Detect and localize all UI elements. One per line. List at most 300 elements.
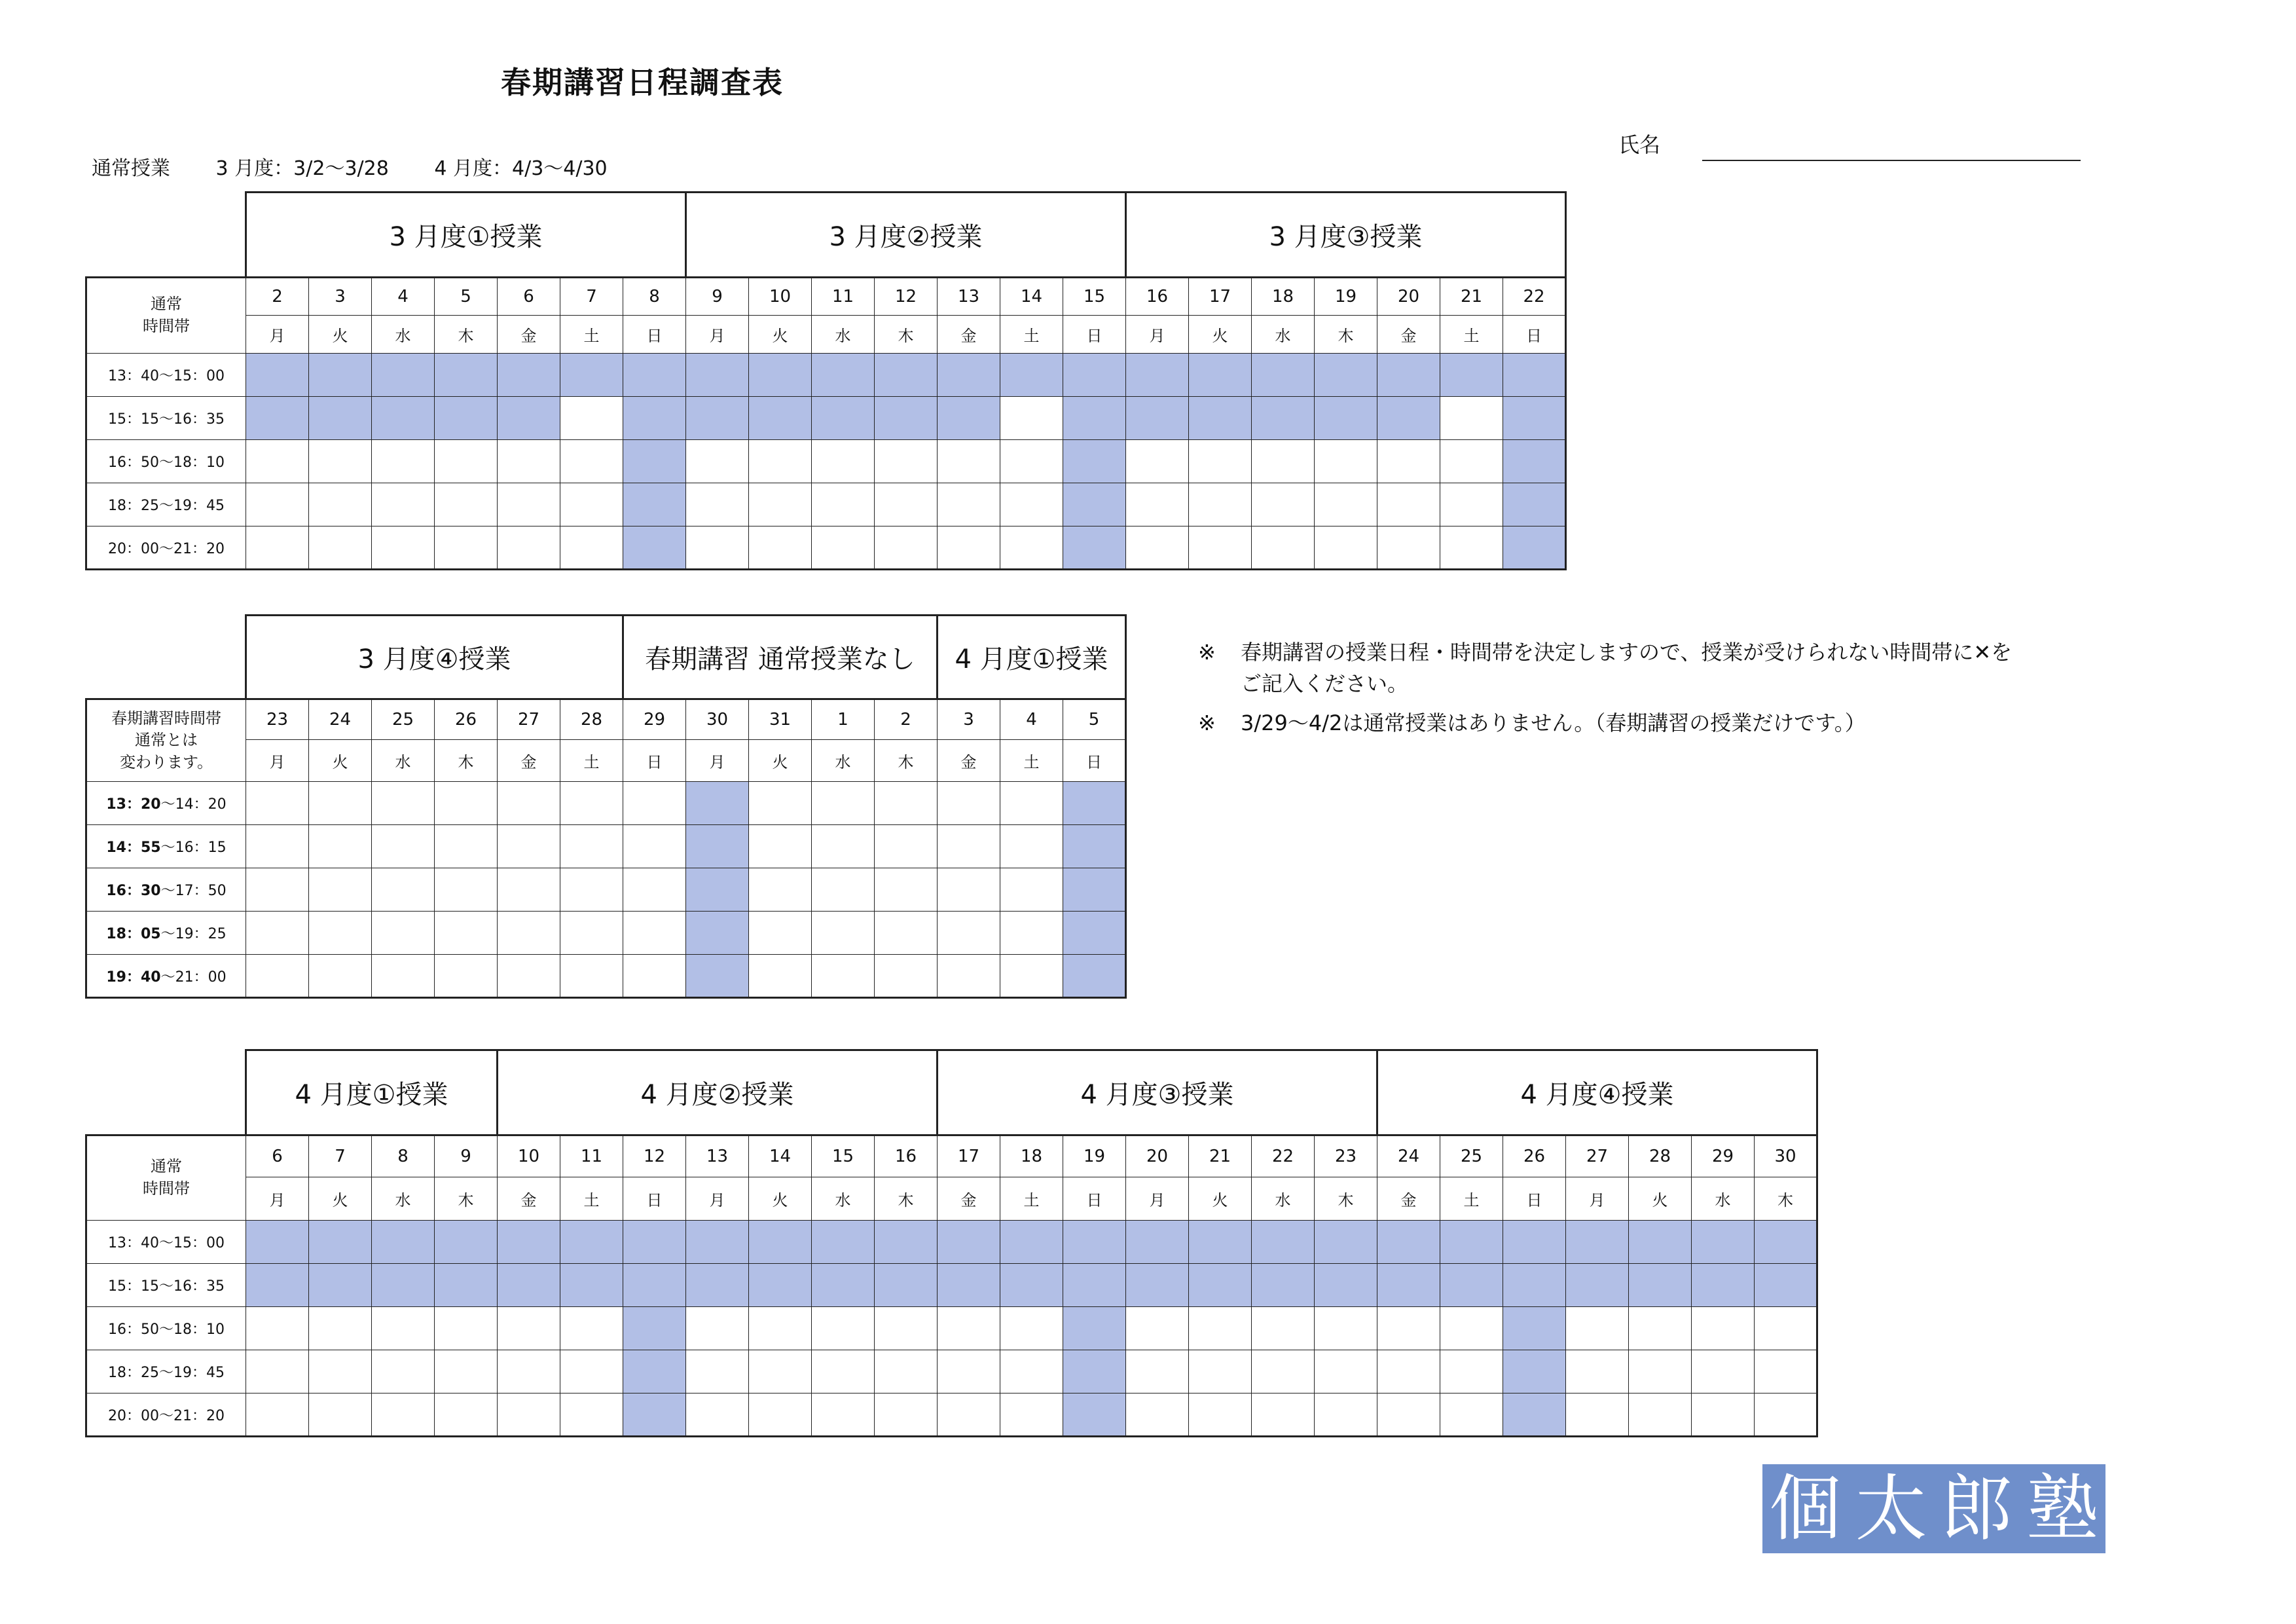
unavailable-slot-cell [1063,955,1126,998]
slot-cell[interactable] [875,1307,938,1350]
slot-cell[interactable] [498,825,560,868]
slot-cell[interactable] [560,1393,623,1437]
slot-cell[interactable] [1126,440,1189,483]
unavailable-slot-cell [1063,526,1126,570]
slot-cell[interactable] [749,440,812,483]
slot-cell[interactable] [875,782,938,825]
slot-cell[interactable] [1000,868,1063,912]
unavailable-slot-cell [1315,1264,1377,1307]
slot-cell[interactable] [560,955,623,998]
slot-cell[interactable] [246,912,309,955]
slot-cell[interactable] [435,483,498,526]
slot-cell[interactable] [875,868,938,912]
slot-cell[interactable] [1315,440,1377,483]
slot-cell[interactable] [812,1307,875,1350]
slot-cell[interactable] [309,526,372,570]
unavailable-slot-cell [560,1221,623,1264]
slot-cell[interactable] [686,483,749,526]
slot-cell[interactable] [623,868,686,912]
slot-cell[interactable] [812,782,875,825]
slot-cell[interactable] [875,440,938,483]
slot-cell[interactable] [560,526,623,570]
slot-cell[interactable] [686,1307,749,1350]
slot-cell[interactable] [1000,955,1063,998]
slot-cell[interactable] [372,1393,435,1437]
time-slot-label: 20：00〜21：20 [86,1393,246,1437]
slot-cell[interactable] [246,825,309,868]
slot-cell[interactable] [1377,440,1440,483]
slot-cell[interactable] [812,1350,875,1393]
slot-cell[interactable] [749,1350,812,1393]
weekday-cell: 土 [560,1177,623,1221]
date-cell: 5 [1063,699,1126,740]
slot-cell[interactable] [1377,483,1440,526]
date-cell: 2 [246,278,309,316]
slot-cell[interactable] [875,912,938,955]
unavailable-slot-cell [246,1221,309,1264]
slot-cell[interactable] [1566,1350,1629,1393]
note-2 [1198,707,1866,739]
slot-cell[interactable] [372,868,435,912]
note-1 [1198,637,2012,699]
date-cell: 22 [1503,278,1566,316]
slot-cell[interactable] [686,526,749,570]
slot-cell[interactable] [1315,526,1377,570]
weekday-cell: 火 [309,316,372,354]
slot-cell[interactable] [1440,1350,1503,1393]
slot-cell[interactable] [246,782,309,825]
slot-cell[interactable] [372,526,435,570]
slot-cell[interactable] [623,825,686,868]
slot-cell[interactable] [875,483,938,526]
unavailable-slot-cell [938,1264,1000,1307]
slot-cell[interactable] [309,782,372,825]
slot-cell[interactable] [309,912,372,955]
time-slot-label: 13：20〜14：20 [86,782,246,825]
slot-cell[interactable] [812,440,875,483]
slot-cell[interactable] [875,1393,938,1437]
unavailable-slot-cell [623,1393,686,1437]
slot-cell[interactable] [1189,483,1252,526]
unavailable-slot-cell [1189,354,1252,397]
date-cell: 7 [560,278,623,316]
date-cell: 25 [372,699,435,740]
slot-cell[interactable] [246,868,309,912]
slot-cell[interactable] [1440,1393,1503,1437]
slot-cell[interactable] [435,825,498,868]
unavailable-slot-cell [686,955,749,998]
time-slot-label: 20：00〜21：20 [86,526,246,570]
slot-cell[interactable] [435,1350,498,1393]
slot-cell[interactable] [938,955,1000,998]
unavailable-slot-cell [1377,1264,1440,1307]
slot-cell[interactable] [1377,1393,1440,1437]
weekday-cell: 日 [623,740,686,782]
slot-cell[interactable] [372,440,435,483]
unavailable-slot-cell [560,354,623,397]
slot-cell[interactable] [498,912,560,955]
unavailable-slot-cell [1566,1221,1629,1264]
slot-cell[interactable] [498,782,560,825]
slot-cell[interactable] [1000,440,1063,483]
slot-cell[interactable] [560,1307,623,1350]
weekday-cell: 木 [435,740,498,782]
schedule-table-april [85,1049,1818,1437]
slot-cell[interactable] [1189,526,1252,570]
date-cell: 18 [1252,278,1315,316]
unavailable-slot-cell [1692,1264,1755,1307]
slot-cell[interactable] [1755,1393,1817,1437]
schedule-grid [85,191,1567,570]
slot-cell[interactable] [749,868,812,912]
unavailable-slot-cell [435,397,498,440]
slot-cell[interactable] [875,1350,938,1393]
slot-cell[interactable] [749,483,812,526]
slot-cell[interactable] [372,483,435,526]
weekday-cell: 水 [1252,316,1315,354]
date-cell: 25 [1440,1135,1503,1177]
slot-cell[interactable] [1000,1350,1063,1393]
slot-cell[interactable] [1315,483,1377,526]
unavailable-slot-cell [1503,1264,1566,1307]
date-cell: 30 [1755,1135,1817,1177]
unavailable-slot-cell [623,397,686,440]
slot-cell[interactable] [1189,1350,1252,1393]
unavailable-slot-cell [1063,825,1126,868]
slot-cell[interactable] [1126,1350,1189,1393]
slot-cell[interactable] [1377,1350,1440,1393]
slot-cell[interactable] [560,397,623,440]
slot-cell[interactable] [246,955,309,998]
slot-cell[interactable] [309,1307,372,1350]
slot-cell[interactable] [938,782,1000,825]
slot-cell[interactable] [1629,1350,1692,1393]
note-2-text: 3/29〜4/2は通常授業はありません。（春期講習の授業だけです。） [1241,710,1866,735]
slot-cell[interactable] [812,912,875,955]
slot-cell[interactable] [1000,483,1063,526]
unavailable-slot-cell [1440,1264,1503,1307]
slot-cell[interactable] [1440,440,1503,483]
unavailable-slot-cell [1063,354,1126,397]
date-cell: 3 [938,699,1000,740]
weekday-cell: 金 [1377,1177,1440,1221]
time-slot-label: 16：50〜18：10 [86,440,246,483]
date-cell: 20 [1126,1135,1189,1177]
slot-cell[interactable] [1189,1307,1252,1350]
unavailable-slot-cell [1629,1221,1692,1264]
slot-cell[interactable] [749,1307,812,1350]
slot-cell[interactable] [749,526,812,570]
date-cell: 10 [749,278,812,316]
unavailable-slot-cell [623,354,686,397]
slot-cell[interactable] [372,955,435,998]
slot-cell[interactable] [560,825,623,868]
slot-cell[interactable] [1000,526,1063,570]
unavailable-slot-cell [1189,1221,1252,1264]
date-cell: 28 [1629,1135,1692,1177]
slot-cell[interactable] [498,1393,560,1437]
slot-cell[interactable] [560,440,623,483]
slot-cell[interactable] [372,825,435,868]
slot-cell[interactable] [1566,1393,1629,1437]
slot-cell[interactable] [246,1393,309,1437]
unavailable-slot-cell [1503,354,1566,397]
slot-cell[interactable] [1377,526,1440,570]
slot-cell[interactable] [749,1393,812,1437]
slot-cell[interactable] [686,1393,749,1437]
unavailable-slot-cell [1503,440,1566,483]
slot-cell[interactable] [309,1393,372,1437]
slot-cell[interactable] [246,526,309,570]
unavailable-slot-cell [1503,1221,1566,1264]
slot-cell[interactable] [498,868,560,912]
note-1-mark: ※ [1198,640,1216,665]
unavailable-slot-cell [686,397,749,440]
date-cell: 20 [1377,278,1440,316]
weekday-cell: 土 [1440,1177,1503,1221]
unavailable-slot-cell [1063,440,1126,483]
slot-cell[interactable] [623,782,686,825]
slot-cell[interactable] [1252,1350,1315,1393]
unavailable-slot-cell [1000,1221,1063,1264]
unavailable-slot-cell [1063,782,1126,825]
slot-cell[interactable] [938,1307,1000,1350]
slot-cell[interactable] [1000,825,1063,868]
weekday-cell: 金 [498,316,560,354]
slot-cell[interactable] [623,912,686,955]
slot-cell[interactable] [1000,1307,1063,1350]
slot-cell[interactable] [498,1350,560,1393]
slot-cell[interactable] [435,912,498,955]
slot-cell[interactable] [1000,1393,1063,1437]
slot-cell[interactable] [1755,1350,1817,1393]
unavailable-slot-cell [1126,397,1189,440]
slot-cell[interactable] [749,782,812,825]
date-cell: 17 [938,1135,1000,1177]
weekday-cell: 水 [812,1177,875,1221]
weekday-cell: 日 [1503,316,1566,354]
slot-cell[interactable] [246,483,309,526]
slot-cell[interactable] [435,440,498,483]
slot-cell[interactable] [1692,1350,1755,1393]
time-slot-label: 18：25〜19：45 [86,1350,246,1393]
slot-cell[interactable] [1126,1393,1189,1437]
slot-cell[interactable] [560,1350,623,1393]
slot-cell[interactable] [1440,526,1503,570]
slot-cell[interactable] [812,1393,875,1437]
slot-cell[interactable] [498,440,560,483]
date-cell: 1 [812,699,875,740]
slot-cell[interactable] [1692,1393,1755,1437]
slot-cell[interactable] [686,440,749,483]
slot-cell[interactable] [1252,526,1315,570]
slot-cell[interactable] [498,483,560,526]
slot-cell[interactable] [1440,397,1503,440]
slot-cell[interactable] [938,912,1000,955]
slot-cell[interactable] [372,912,435,955]
slot-cell[interactable] [1189,1393,1252,1437]
unavailable-slot-cell [938,397,1000,440]
slot-cell[interactable] [498,1307,560,1350]
slot-cell[interactable] [1440,483,1503,526]
unavailable-slot-cell [1252,1264,1315,1307]
unavailable-slot-cell [1503,1393,1566,1437]
slot-cell[interactable] [1629,1393,1692,1437]
slot-cell[interactable] [749,825,812,868]
unavailable-slot-cell [1629,1264,1692,1307]
slot-cell[interactable] [435,782,498,825]
slot-cell[interactable] [246,1307,309,1350]
unavailable-slot-cell [1063,912,1126,955]
unavailable-slot-cell [686,912,749,955]
slot-cell[interactable] [875,526,938,570]
slot-cell[interactable] [812,868,875,912]
slot-cell[interactable] [812,483,875,526]
slot-cell[interactable] [309,440,372,483]
block-title: 3 月度①授業 [246,193,686,278]
slot-cell[interactable] [246,440,309,483]
unavailable-slot-cell [623,1264,686,1307]
slot-cell[interactable] [1566,1307,1629,1350]
slot-cell[interactable] [309,868,372,912]
unavailable-slot-cell [435,354,498,397]
weekday-cell: 火 [749,740,812,782]
slot-cell[interactable] [938,1393,1000,1437]
unavailable-slot-cell [686,354,749,397]
slot-cell[interactable] [1189,440,1252,483]
unavailable-slot-cell [1063,483,1126,526]
unavailable-slot-cell [749,1264,812,1307]
date-cell: 12 [623,1135,686,1177]
unavailable-slot-cell [749,1221,812,1264]
unavailable-slot-cell [875,397,938,440]
date-cell: 6 [246,1135,309,1177]
unavailable-slot-cell [1440,1221,1503,1264]
unavailable-slot-cell [1063,1393,1126,1437]
unavailable-slot-cell [938,354,1000,397]
weekday-cell: 木 [1315,1177,1377,1221]
slot-cell[interactable] [560,868,623,912]
slot-cell[interactable] [938,868,1000,912]
time-slot-label: 18：25〜19：45 [86,483,246,526]
slot-cell[interactable] [435,1393,498,1437]
slot-cell[interactable] [1315,1307,1377,1350]
slot-cell[interactable] [435,526,498,570]
slot-cell[interactable] [1440,1307,1503,1350]
slot-cell[interactable] [1315,1350,1377,1393]
slot-cell[interactable] [435,868,498,912]
slot-cell[interactable] [560,483,623,526]
date-cell: 9 [435,1135,498,1177]
block-title: 4 月度③授業 [938,1050,1377,1135]
note-1-text: 春期講習の授業日程・時間帯を決定しますので、授業が受けられない時間帯に✕を [1241,640,2013,665]
unavailable-slot-cell [1000,1264,1063,1307]
slot-cell[interactable] [309,955,372,998]
unavailable-slot-cell [435,1264,498,1307]
slot-cell[interactable] [372,1307,435,1350]
slot-cell[interactable] [435,1307,498,1350]
block-title: 4 月度②授業 [498,1050,938,1135]
slot-cell[interactable] [1000,912,1063,955]
slot-cell[interactable] [1000,397,1063,440]
slot-cell[interactable] [1692,1307,1755,1350]
slot-cell[interactable] [938,526,1000,570]
slot-cell[interactable] [435,955,498,998]
slot-cell[interactable] [1629,1307,1692,1350]
slot-cell[interactable] [1252,440,1315,483]
slot-cell[interactable] [812,955,875,998]
unavailable-slot-cell [246,397,309,440]
name-field[interactable] [1702,160,2081,161]
block-title: 4 月度④授業 [1377,1050,1817,1135]
weekday-cell: 火 [309,740,372,782]
slot-cell[interactable] [309,825,372,868]
slot-cell[interactable] [1126,526,1189,570]
unavailable-slot-cell [623,483,686,526]
date-cell: 24 [1377,1135,1440,1177]
weekday-cell: 月 [1566,1177,1629,1221]
weekday-cell: 火 [1189,1177,1252,1221]
weekday-cell: 木 [875,740,938,782]
date-cell: 4 [1000,699,1063,740]
slot-cell[interactable] [1126,1307,1189,1350]
slot-cell[interactable] [498,955,560,998]
slot-cell[interactable] [938,825,1000,868]
slot-cell[interactable] [749,955,812,998]
slot-cell[interactable] [1252,483,1315,526]
slot-cell[interactable] [938,440,1000,483]
slot-cell[interactable] [1252,1307,1315,1350]
slot-cell[interactable] [1000,782,1063,825]
slot-cell[interactable] [875,955,938,998]
slot-cell[interactable] [560,782,623,825]
slot-cell[interactable] [560,912,623,955]
slot-cell[interactable] [1755,1307,1817,1350]
slot-cell[interactable] [246,1350,309,1393]
slot-cell[interactable] [1252,1393,1315,1437]
slot-cell[interactable] [938,483,1000,526]
unavailable-slot-cell [686,825,749,868]
weekday-cell: 金 [938,316,1000,354]
slot-cell[interactable] [1377,1307,1440,1350]
slot-cell[interactable] [498,526,560,570]
slot-cell[interactable] [1126,483,1189,526]
unavailable-slot-cell [1566,1264,1629,1307]
slot-cell[interactable] [812,825,875,868]
slot-cell[interactable] [875,825,938,868]
weekday-cell: 水 [372,316,435,354]
slot-cell[interactable] [372,782,435,825]
slot-cell[interactable] [812,526,875,570]
unavailable-slot-cell [812,354,875,397]
slot-cell[interactable] [1315,1393,1377,1437]
slot-cell[interactable] [686,1350,749,1393]
block-title: 春期講習 通常授業なし [623,616,938,699]
unavailable-slot-cell [686,1264,749,1307]
weekday-cell: 月 [246,316,309,354]
slot-cell[interactable] [938,1350,1000,1393]
unavailable-slot-cell [1189,1264,1252,1307]
slot-cell[interactable] [749,912,812,955]
slot-cell[interactable] [623,955,686,998]
unavailable-slot-cell [1503,1307,1566,1350]
slot-cell[interactable] [372,1350,435,1393]
slot-cell[interactable] [309,483,372,526]
date-cell: 10 [498,1135,560,1177]
unavailable-slot-cell [1503,1350,1566,1393]
date-cell: 11 [560,1135,623,1177]
slot-cell[interactable] [309,1350,372,1393]
